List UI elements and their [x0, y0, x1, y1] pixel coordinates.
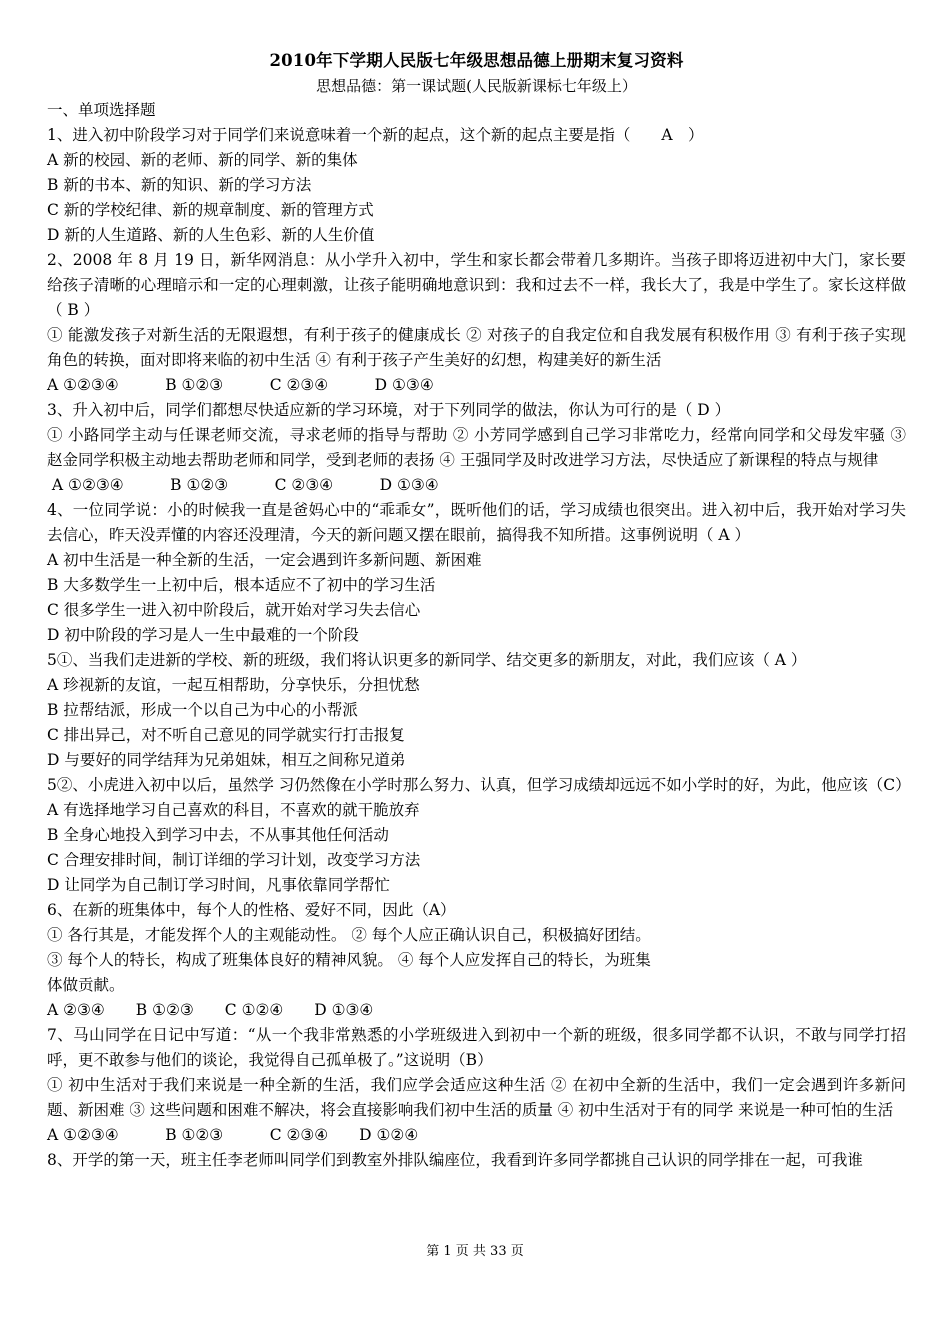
statement-list: ① 小路同学主动与任课老师交流，寻求老师的指导与帮助 ② 小芳同学感到自己学习非常吃力，经常向同学和父母发牢骚 ③ 赵金同学积极主动地去帮助老师和同学，受到老师的表扬 ④ 王强同学及时改进学习方法，尽快适应了新课程的特点与规律 — [47, 426, 906, 469]
question-stem: 1、进入初中阶段学习对于同学们来说意味着一个新的起点，这个新的起点主要是指（ A ） — [47, 126, 704, 144]
question-stem: 5①、当我们走进新的学校、新的班级，我们将认识更多的新同学、结交更多的新朋友，对此，我们应该（ A ） — [47, 651, 807, 669]
answer-option: A 初中生活是一种全新的生活，一定会遇到许多新问题、新困难 — [47, 551, 482, 569]
question-stem: 4、一位同学说：小的时候我一直是爸妈心中的“乖乖女”，既听他们的话，学习成绩也很突出。进入初中后，我开始对学习失去信心，昨天没弄懂的内容还没理清，今天的新问题又摆在眼前，搞得我不知所措。这事例说明（ A ） — [47, 501, 906, 544]
answer-option: D 让同学为自己制订学习时间，凡事依靠同学帮忙 — [47, 876, 390, 894]
answer-option: D 初中阶段的学习是人一生中最难的一个阶段 — [47, 626, 359, 644]
section-heading: 一、单项选择题 — [47, 101, 156, 119]
answer-options-row: A ①②③④ B ①②③ C ②③④ D ①③④ — [47, 376, 434, 394]
answer-option: B 新的书本、新的知识、新的学习方法 — [47, 176, 312, 194]
answer-option: A 有选择地学习自己喜欢的科目，不喜欢的就干脆放弃 — [47, 801, 420, 819]
answer-option: C 很多学生一进入初中阶段后，就开始对学习失去信心 — [47, 601, 421, 619]
page-footer: 第 1 页 共 33 页 — [426, 1244, 524, 1259]
question-list — [47, 123, 911, 1173]
question-stem: 6、在新的班集体中，每个人的性格、爱好不同，因此（A） — [47, 901, 456, 919]
question-stem: 3、升入初中后，同学们都想尽快适应新的学习环境，对于下列同学的做法，你认为可行的是（ D ） — [47, 401, 731, 419]
answer-option: A 新的校园、新的老师、新的同学、新的集体 — [47, 151, 358, 169]
statement-list: 体做贡献。 — [47, 976, 125, 994]
question-stem: 2、2008 年 8 月 19 日，新华网消息：从小学升入初中，学生和家长都会带着几多期许。当孩子即将迈进初中大门，家长要给孩子清晰的心理暗示和一定的心理刺激，让孩子能明确地意识到：我和过去不一样，我长大了，我是中学生了。家长这样做（ B ） — [47, 251, 906, 319]
document-title: 2010年下学期人民版七年级思想品德上册期末复习资料 — [269, 51, 684, 70]
answer-option: D 与要好的同学结拜为兄弟姐妹，相互之间称兄道弟 — [47, 751, 406, 769]
answer-option: A 珍视新的友谊，一起互相帮助，分享快乐，分担忧愁 — [47, 676, 420, 694]
answer-option: C 合理安排时间，制订详细的学习计划，改变学习方法 — [47, 851, 421, 869]
statement-list: ③ 每个人的特长，构成了班集体良好的精神风貌。 ④ 每个人应发挥自己的特长，为班集 — [47, 951, 651, 969]
statement-list: ① 各行其是，才能发挥个人的主观能动性。 ② 每个人应正确认识自己，积极搞好团结。 — [47, 926, 651, 944]
answer-options-row: A ①②③④ B ①②③ C ②③④ D ①③④ — [47, 476, 439, 494]
answer-option: B 大多数学生一上初中后，根本适应不了初中的学习生活 — [47, 576, 436, 594]
answer-option: D 新的人生道路、新的人生色彩、新的人生价值 — [47, 226, 375, 244]
answer-options-row: A ①②③④ B ①②③ C ②③④ D ①②④ — [47, 1126, 419, 1144]
answer-option: C 新的学校纪律、新的规章制度、新的管理方式 — [47, 201, 374, 219]
answer-option: B 全身心地投入到学习中去，不从事其他任何活动 — [47, 826, 389, 844]
statement-list: ① 初中生活对于我们来说是一种全新的生活，我们应学会适应这种生活 ② 在初中全新的生活中，我们一定会遇到许多新问题、新困难 ③ 这些问题和困难不解决，将会直接影响我们初中生活的质量 ④ 初中生活对于有的同学 来说是一种可怕的生活 — [47, 1076, 906, 1119]
answer-option: B 拉帮结派，形成一个以自己为中心的小帮派 — [47, 701, 358, 719]
answer-options-row: A ②③④ B ①②③ C ①②④ D ①③④ — [47, 1001, 374, 1019]
question-stem: 8、开学的第一天，班主任李老师叫同学们到教室外排队编座位，我看到许多同学都挑自己认识的同学排在一起，可我谁 — [47, 1151, 863, 1169]
answer-option: C 排出异己，对不听自己意见的同学就实行打击报复 — [47, 726, 405, 744]
statement-list: ① 能激发孩子对新生活的无限遐想，有利于孩子的健康成长 ② 对孩子的自我定位和自我发展有积极作用 ③ 有利于孩子实现角色的转换，面对即将来临的初中生活 ④ 有利于孩子产生美好的幻想，构建美好的新生活 — [47, 326, 906, 369]
document-subtitle: 思想品德：第一课试题(人民版新课标七年级上） — [316, 77, 637, 95]
question-stem: 7、马山同学在日记中写道：“从一个我非常熟悉的小学班级进入到初中一个新的班级，很多同学都不认识，不敢与同学打招呼，更不敢参与他们的谈论，我觉得自己孤单极了。”这说明（B） — [47, 1026, 906, 1069]
question-stem: 5②、小虎进入初中以后，虽然学 习仍然像在小学时那么努力、认真，但学习成绩却远远不如小学时的好，为此，他应该（C） — [47, 776, 911, 794]
